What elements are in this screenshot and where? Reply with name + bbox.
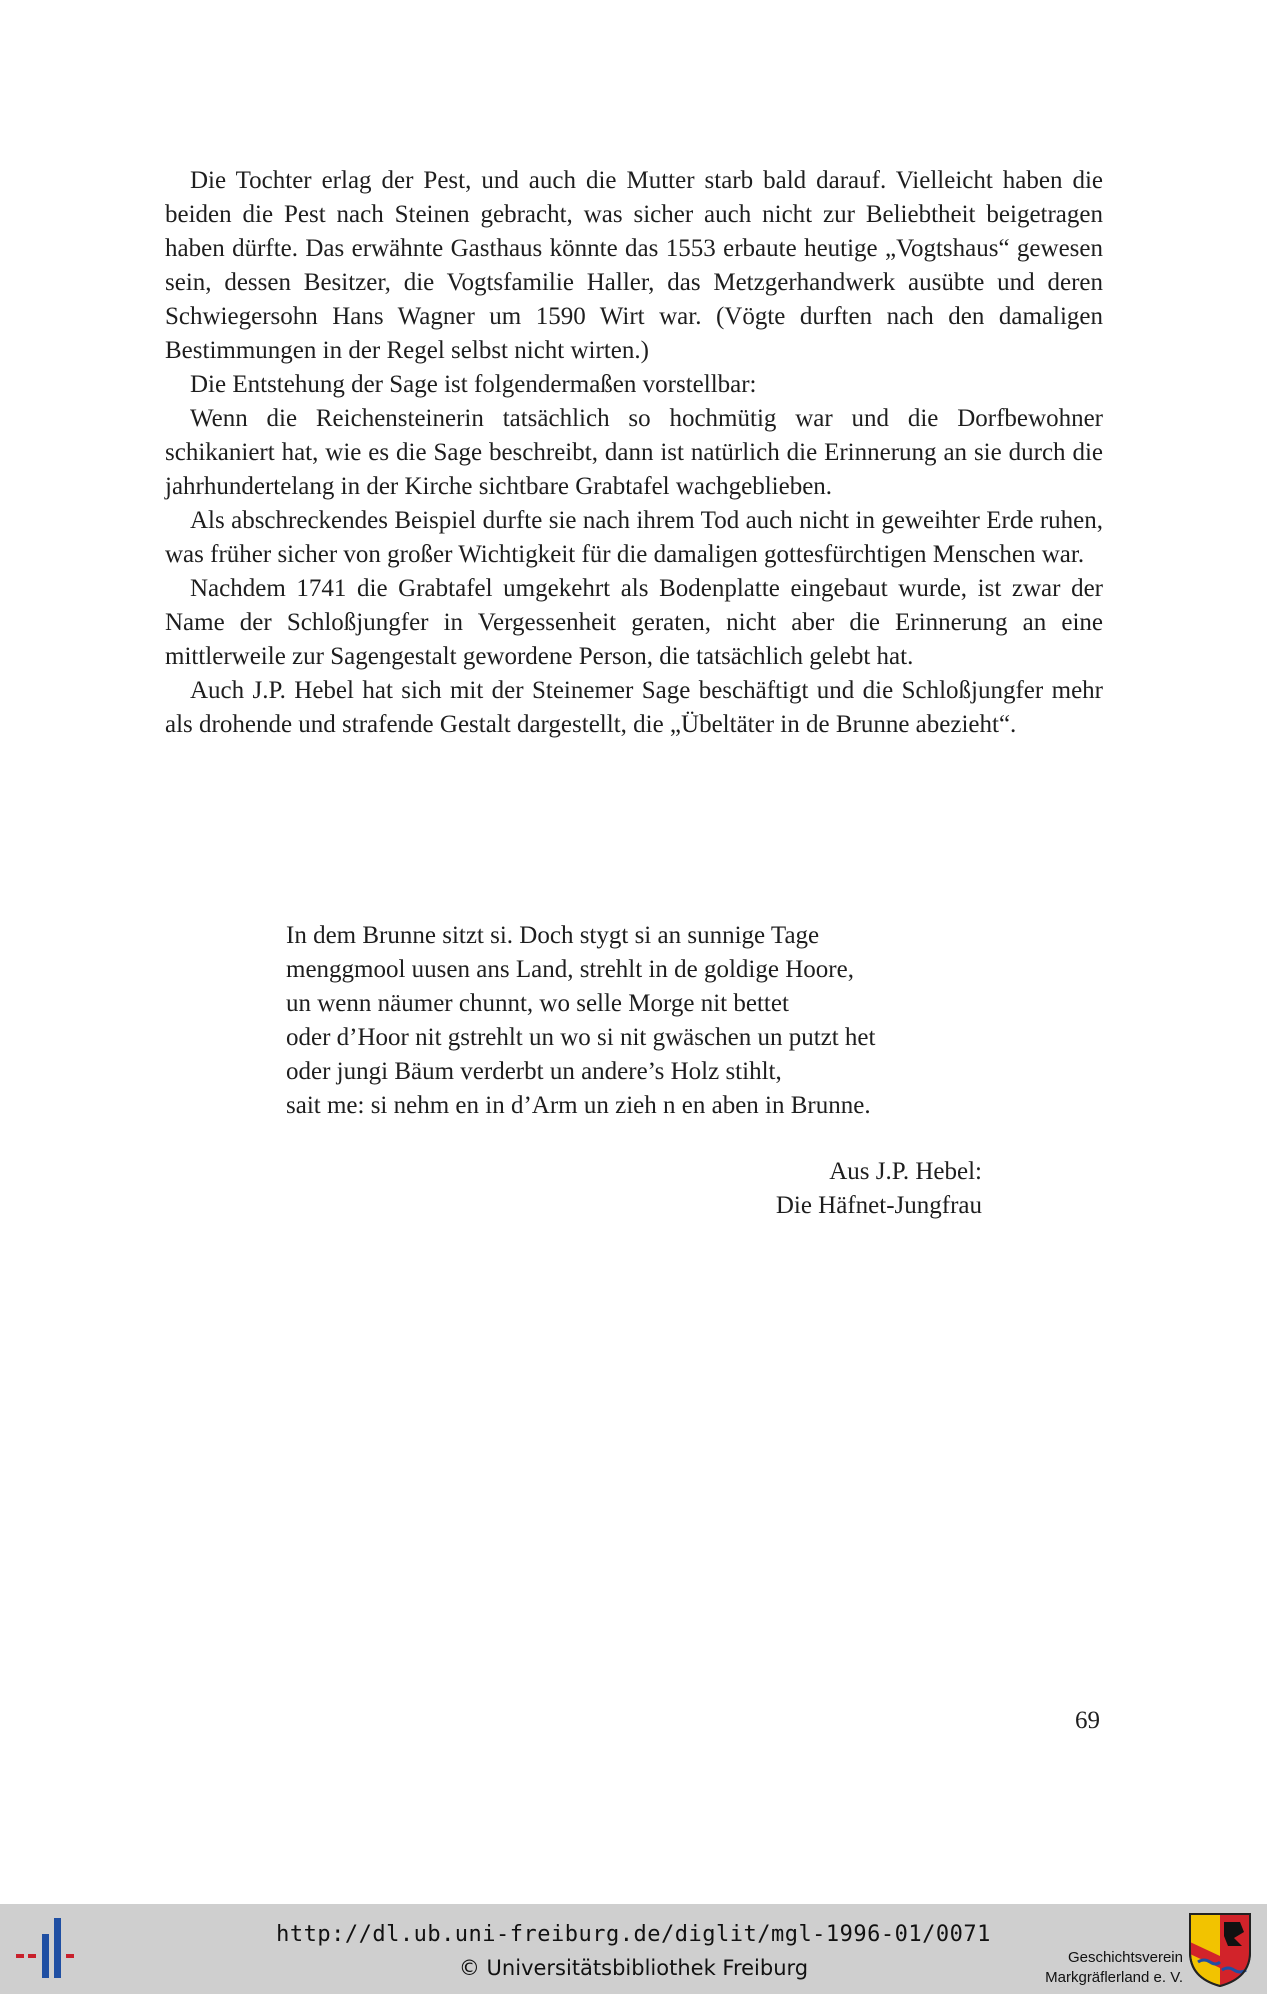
poem-block bbox=[286, 919, 1006, 1123]
footer-url-link[interactable]: http://dl.ub.uni-freiburg.de/diglit/mgl-1996-01/0071 bbox=[276, 1922, 991, 1947]
attribution-source: Aus J.P. Hebel: bbox=[829, 1158, 982, 1185]
poem-line: un wenn näumer chunnt, wo selle Morge nit bettet bbox=[286, 990, 789, 1017]
poem-line: In dem Brunne sitzt si. Doch stygt si an sunnige Tage bbox=[286, 922, 820, 949]
paragraph-5: Nachdem 1741 die Grabtafel umgekehrt als Bodenplatte eingebaut wurde, ist zwar der Name der Schloßjungfer in Vergessenheit geraten, nicht aber die Erinnerung an eine mittlerweile zur Sagengestalt gewordene Person, die tatsächlich gelebt hat. bbox=[165, 575, 1103, 670]
page-number: 69 bbox=[1075, 1707, 1100, 1734]
paragraph-2: Die Entstehung der Sage ist folgendermaßen vorstellbar: bbox=[190, 371, 757, 398]
attribution-title: Die Häfnet-Jungfrau bbox=[775, 1192, 982, 1219]
paragraph-6: Auch J.P. Hebel hat sich mit der Steinemer Sage beschäftigt und die Schloßjungfer mehr als drohende und strafende Gestalt dargestellt, die „Übeltäter in de Brunne abezieht“. bbox=[165, 677, 1103, 738]
paragraph-3: Wenn die Reichensteinerin tatsächlich so hochmütig war und die Dorfbewohner schikaniert hat, wie es die Sage beschreibt, dann ist natürlich die Erinnerung an sie durch die jahrhundertelang in der Kirche sichtbare Grabtafel wachgeblieben. bbox=[165, 405, 1103, 500]
poem-line: oder jungi Bäum verderbt un andere’s Holz stihlt, bbox=[286, 1058, 782, 1085]
body-text bbox=[165, 164, 1103, 742]
footer-bar bbox=[0, 1904, 1267, 1994]
paragraph-1: Die Tochter erlag der Pest, und auch die Mutter starb bald darauf. Vielleicht haben die beiden die Pest nach Steinen gebracht, was sicher auch nicht zur Beliebtheit beigetragen haben dürfte. Das erwähnte Gasthaus könnte das 1553 erbaute heutige „Vogtshaus“ gewesen sein, dessen Besitzer, die Vogtsfamilie Haller, das Metzgerhandwerk ausübte und deren Schwiegersohn Hans Wagner um 1590 Wirt war. (Vögte durften nach den damaligen Bestimmungen in der Regel selbst nicht wirten.) bbox=[165, 167, 1103, 364]
society-name-line1: Geschichtsverein bbox=[1067, 1949, 1183, 1966]
footer-copyright: © Universitätsbibliothek Freiburg bbox=[458, 1956, 809, 1980]
poem-attribution bbox=[700, 1155, 982, 1223]
society-name-line2: Markgräflerland e. V. bbox=[1045, 1969, 1183, 1986]
paragraph-4: Als abschreckendes Beispiel durfte sie nach ihrem Tod auch nicht in geweihter Erde ruhen, was früher sicher von großer Wichtigkeit für die damaligen gottesfürchtigen Menschen war. bbox=[165, 507, 1103, 568]
poem-line: sait me: si nehm en in d’Arm un zieh n en aben in Brunne. bbox=[286, 1092, 871, 1119]
society-name bbox=[1018, 1948, 1183, 1988]
poem-line: oder d’Hoor nit gstrehlt un wo si nit gwäschen un putzt het bbox=[286, 1024, 876, 1051]
poem-line: menggmool uusen ans Land, strehlt in de goldige Hoore, bbox=[286, 956, 854, 983]
coat-of-arms-icon bbox=[1188, 1912, 1252, 1988]
